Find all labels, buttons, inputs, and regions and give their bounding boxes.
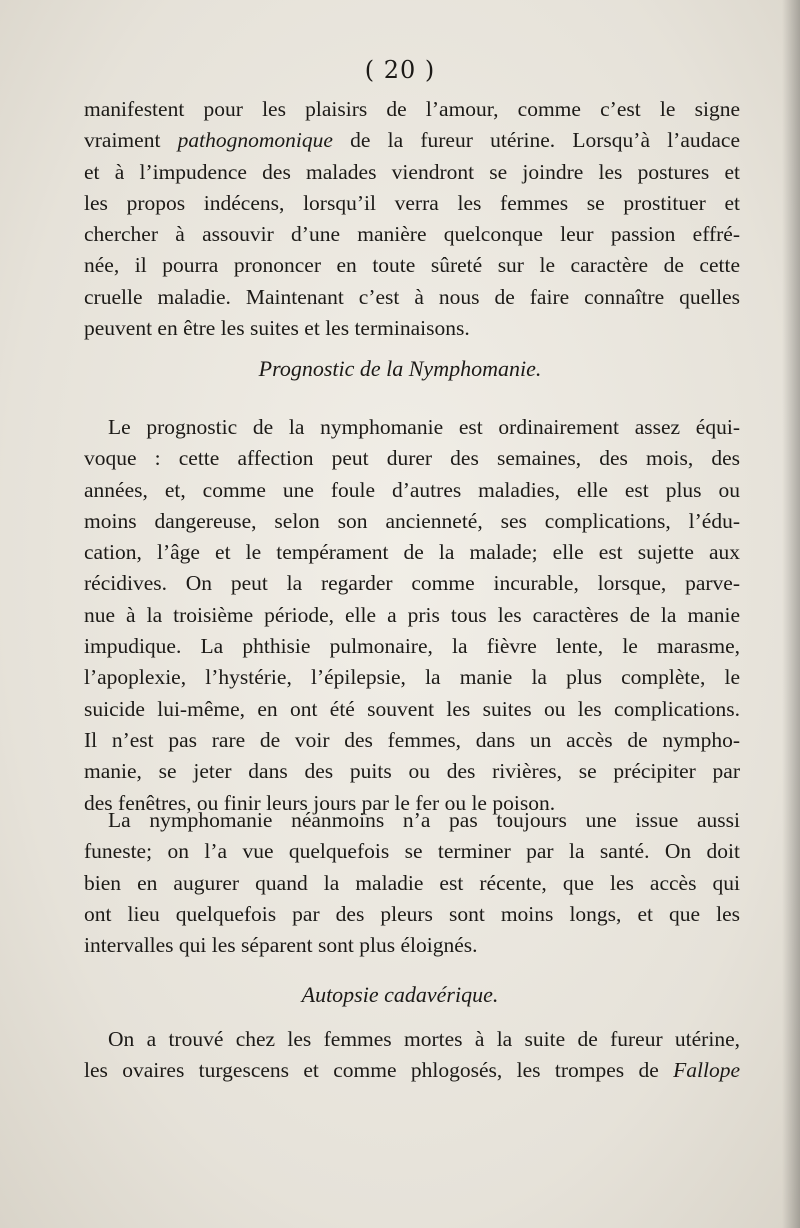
text-line: intervalles qui les séparent sont plus éloignés. xyxy=(84,933,478,958)
text-line: cation, l’âge et le tempérament de la malade; elle est sujette aux xyxy=(84,540,740,565)
text-line: bien en augurer quand la maladie est récente, que les accès qui xyxy=(84,870,740,895)
text-line: années, et, comme une foule d’autres maladies, elle est plus ou xyxy=(84,477,740,502)
text-line: née, il pourra prononcer en toute sûreté sur le caractère de cette xyxy=(84,253,740,278)
text-line: Il n’est pas rare de voir des femmes, dans un accès de nympho- xyxy=(84,727,740,752)
text-line: des fenêtres, ou finir leurs jours par le fer ou le poison. xyxy=(84,790,556,815)
text-line: les ovaires turgescens et comme phlogosés, les trompes de Fallope xyxy=(84,1058,740,1083)
text-line: On a trouvé chez les femmes mortes à la suite de fureur utérine, xyxy=(108,1027,740,1051)
text-line: voque : cette affection peut durer des semaines, des mois, des xyxy=(84,446,740,471)
paragraph-1 xyxy=(84,94,740,344)
text-line: vraiment pathognomonique de la fureur utérine. Lorsqu’à l’audace xyxy=(84,128,740,153)
text-line: peuvent en être les suites et les terminaisons. xyxy=(84,316,470,341)
text-line: ont lieu quelquefois par des pleurs sont moins longs, et que les xyxy=(84,901,740,926)
paragraph-2 xyxy=(84,412,740,819)
text-line: récidives. On peut la regarder comme incurable, lorsque, parve- xyxy=(84,571,740,596)
text-line: les propos indécens, lorsqu’il verra les femmes se prostituer et xyxy=(84,190,740,215)
text-line: suicide lui-même, en ont été souvent les suites ou les complications. xyxy=(84,696,740,721)
paragraph-3 xyxy=(84,805,740,961)
text-line: Le prognostic de la nymphomanie est ordinairement assez équi- xyxy=(108,415,740,439)
text-line: La nymphomanie néanmoins n’a pas toujours une issue aussi xyxy=(108,808,740,832)
text-line: impudique. La phthisie pulmonaire, la fièvre lente, le marasme, xyxy=(84,634,740,659)
paragraph-4 xyxy=(84,1024,740,1087)
text-line: chercher à assouvir d’une manière quelconque leur passion effré- xyxy=(84,222,740,247)
text-line: moins dangereuse, selon son ancienneté, ses complications, l’édu- xyxy=(84,508,740,533)
text-line: cruelle maladie. Maintenant c’est à nous de faire connaître quelles xyxy=(84,284,740,309)
text-line: et à l’impudence des malades viendront se joindre les postures et xyxy=(84,159,740,184)
text-line: l’apoplexie, l’hystérie, l’épilepsie, la manie la plus complète, le xyxy=(84,665,740,690)
section-heading-autopsie: Autopsie cadavérique. xyxy=(301,982,499,1007)
section-heading-prognostic: Prognostic de la Nymphomanie. xyxy=(258,356,542,381)
text-line: manie, se jeter dans des puits ou des rivières, se précipiter par xyxy=(84,759,740,784)
text-line: manifestent pour les plaisirs de l’amour, comme c’est le signe xyxy=(84,97,740,121)
text-line: nue à la troisième période, elle a pris tous les caractères de la manie xyxy=(84,602,740,627)
page-number: ( 20 ) xyxy=(364,56,436,84)
text-line: funeste; on l’a vue quelquefois se terminer par la santé. On doit xyxy=(84,839,740,864)
